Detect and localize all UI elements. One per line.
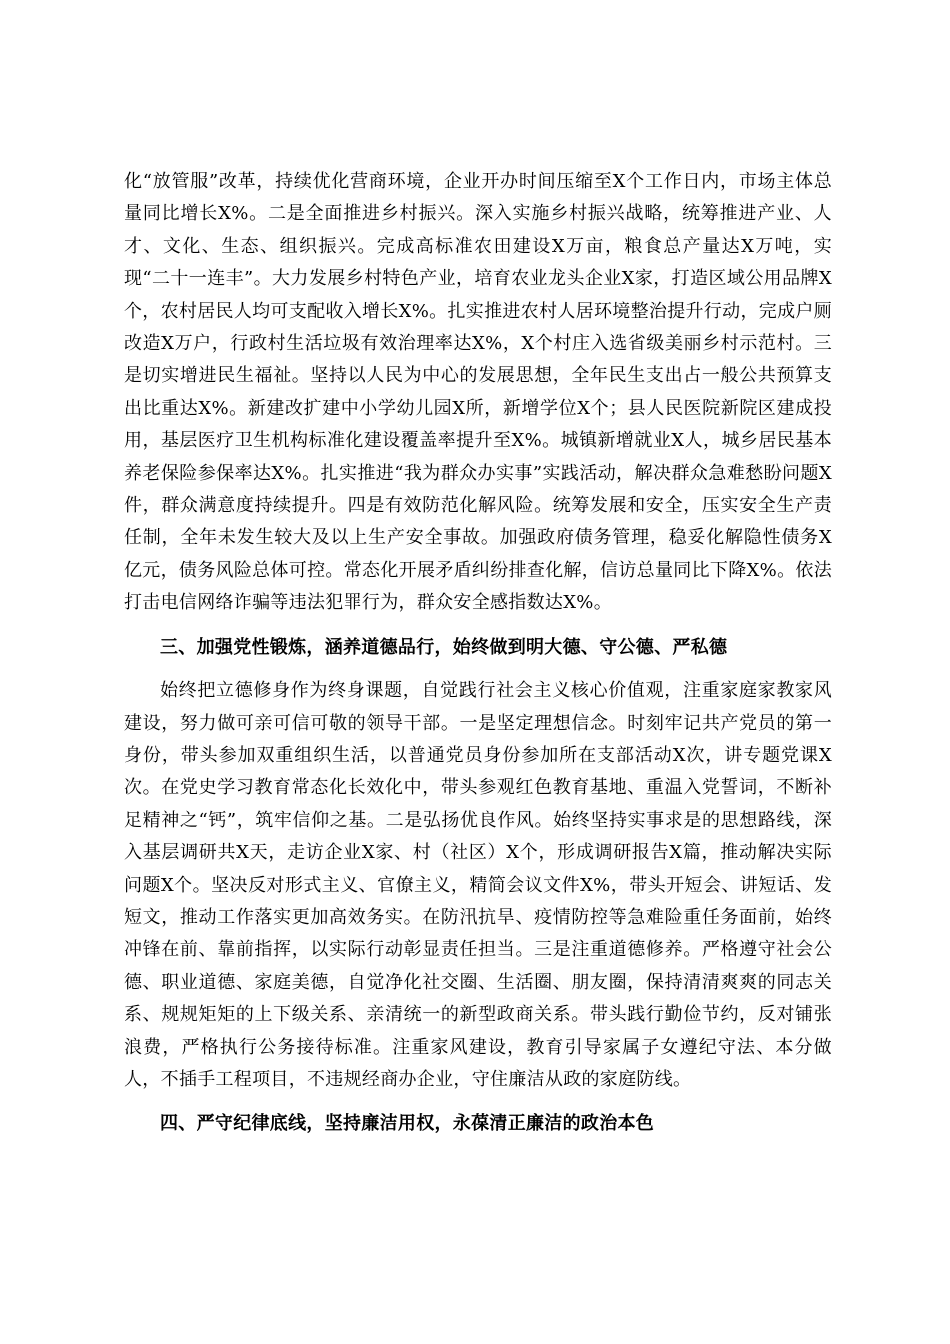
section-heading-4: 四、严守纪律底线，坚持廉洁用权，永葆清正廉洁的政治本色 — [160, 1113, 655, 1135]
document-body — [124, 166, 832, 1141]
section-heading-3: 三、加强党性锻炼，涵养道德品行，始终做到明大德、守公德、严私德 — [160, 636, 728, 658]
paragraph-section-3: 始终把立德修身作为终身课题，自觉践行社会主义核心价值观，注重家庭家教家风建设，努力做可亲可信可敬的领导干部。一是坚定理想信念。时刻牢记共产党员的第一身份，带头参加双重组织生活，以普通党员身份参加所在支部活动X次，讲专题党课X次。在党史学习教育常态化长效化中，带头参观红色教育基地、重温入党誓词，不断补足精神之“钙”，筑牢信仰之基。二是弘扬优良作风。始终坚持实事求是的思想路线，深入基层调研共X天，走访企业X家、村（社区）X个，形成调研报告X篇，推动解决实际问题X个。坚决反对形式主义、官僚主义，精简会议文件X%，带头开短会、讲短话、发短文，推动工作落实更加高效务实。在防汛抗旱、疫情防控等急难险重任务面前，始终冲锋在前、靠前指挥，以实际行动彰显责任担当。三是注重道德修养。严格遵守社会公德、职业道德、家庭美德，自觉净化社交圈、生活圈、朋友圈，保持清清爽爽的同志关系、规规矩矩的上下级关系、亲清统一的新型政商关系。带头践行勤俭节约，反对铺张浪费，严格执行公务接待标准。注重家风建设，教育引导家属子女遵纪守法、本分做人，不插手工程项目，不违规经商办企业，守住廉洁从政的家庭防线。 — [124, 680, 832, 1090]
paragraph-continued: 化“放管服”改革，持续优化营商环境，企业开办时间压缩至X个工作日内，市场主体总量同比增长X%。二是全面推进乡村振兴。深入实施乡村振兴战略，统筹推进产业、人才、文化、生态、组织振兴。完成高标准农田建设X万亩，粮食总产量达X万吨，实现“二十一连丰”。大力发展乡村特色产业，培育农业龙头企业X家，打造区域公用品牌X个，农村居民人均可支配收入增长X%。扎实推进农村人居环境整治提升行动，完成户厕改造X万户，行政村生活垃圾有效治理率达X%，X个村庄入选省级美丽乡村示范村。三是切实增进民生福祉。坚持以人民为中心的发展思想，全年民生支出占一般公共预算支出比重达X%。新建改扩建中小学幼儿园X所，新增学位X个；县人民医院新院区建成投用，基层医疗卫生机构标准化建设覆盖率提升至X%。城镇新增就业X人，城乡居民基本养老保险参保率达X%。扎实推进“我为群众办实事”实践活动，解决群众急难愁盼问题X件，群众满意度持续提升。四是有效防范化解风险。统筹发展和安全，压实安全生产责任制，全年未发生较大及以上生产安全事故。加强政府债务管理，稳妥化解隐性债务X亿元，债务风险总体可控。常态化开展矛盾纠纷排查化解，信访总量同比下降X%。依法打击电信网络诈骗等违法犯罪行为，群众安全感指数达X%。 — [124, 171, 832, 614]
